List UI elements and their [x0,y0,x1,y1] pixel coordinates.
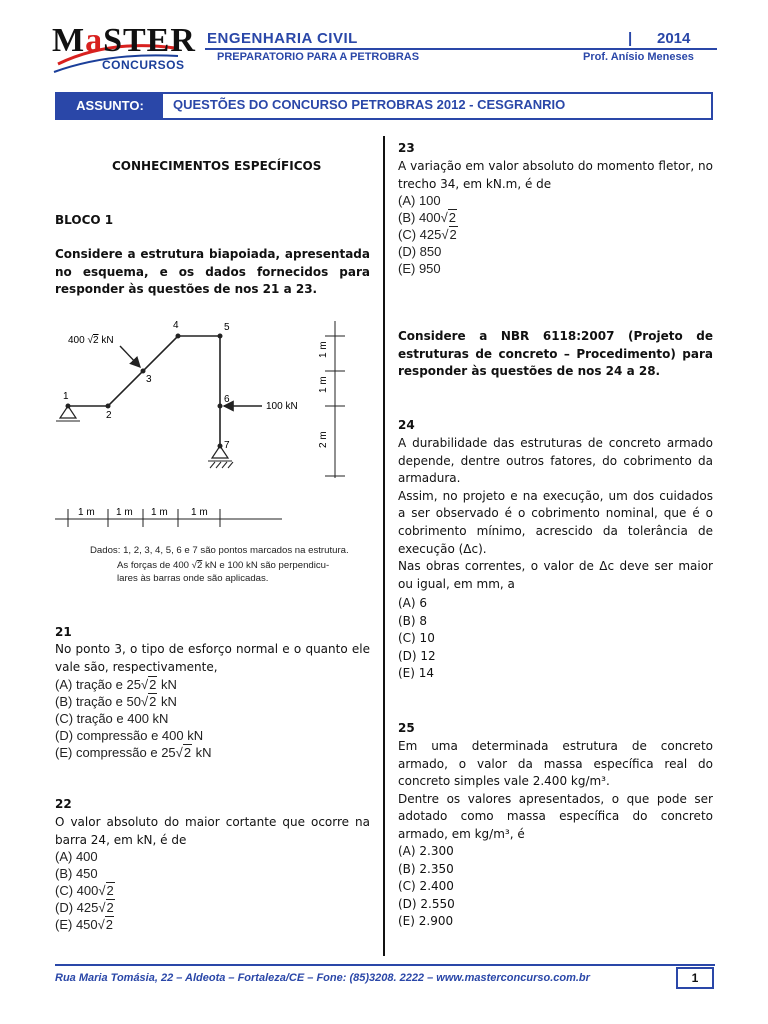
assunto-label: ASSUNTO: [57,94,163,118]
option-d[interactable]: (D) 12 [398,648,436,663]
svg-text:5: 5 [224,322,230,333]
column-divider [383,136,385,956]
svg-text:7: 7 [224,440,230,451]
assunto-text: QUESTÕES DO CONCURSO PETROBRAS 2012 - CESGRANRIO [173,97,566,112]
svg-text:1 m: 1 m [318,341,329,358]
option-a[interactable]: (A) 400 [55,849,98,864]
option-c[interactable]: (C) tração e 400 kN [55,711,169,726]
option-d[interactable]: (D) 2.550 [398,896,455,911]
header-separator: | [628,30,633,47]
option-a[interactable]: (A) 2.300 [398,844,454,858]
option-e[interactable]: (E) 2.900 [398,914,454,929]
svg-text:As forças de 400 √2 kN e 100 k: As forças de 400 √2 kN e 100 kN são perpendicu- [117,560,330,571]
bloco-title: BLOCO 1 [55,213,114,227]
structure-bars [68,336,220,446]
option-e[interactable]: (E) 450√2 [55,917,114,932]
svg-text:2: 2 [106,410,112,421]
question-21-number: 21 [55,625,72,639]
option-c[interactable]: (C) 2.400 [398,879,454,894]
svg-text:6: 6 [224,394,230,405]
load-arrow-icon [120,346,140,367]
option-c[interactable]: (C) 400√2 [55,883,114,898]
option-d[interactable]: (D) 850 [398,244,442,259]
logo-subtitle: CONCURSOS [102,58,185,72]
logo-wordmark: MaSTER [52,22,196,59]
option-b[interactable]: (B) 8 [398,613,428,628]
svg-text:1: 1 [63,391,69,402]
question-23-number: 23 [398,141,415,155]
option-c[interactable]: (C) 425√2 [398,227,457,242]
question-24-number: 24 [398,418,415,432]
option-e[interactable]: (E) 950 [398,261,441,276]
course-subtitle: PREPARATORIO PARA A PETROBRAS [217,51,420,63]
svg-text:Dados: 1, 2, 3, 4, 5, 6 e 7 sã: Dados: 1, 2, 3, 4, 5, 6 e 7 são pontos marcados na estrutura. [90,545,349,556]
nbr-intro: Considere a NBR 6118:2007 (Projeto de estruturas de concreto – Procedimento) para responder às questões de nos 24 a 28. [398,329,713,379]
option-d[interactable]: (D) 425√2 [55,900,114,915]
question-22-number: 22 [55,797,72,811]
option-e[interactable]: (E) 14 [398,666,435,681]
question-22-text: O valor absoluto do maior cortante que ocorre na barra 24, em kN, é de [55,815,370,847]
svg-text:1 m: 1 m [151,507,168,518]
vertical-dim-labels [318,341,329,448]
svg-text:3: 3 [146,374,152,385]
option-e[interactable]: (E) compressão e 25√2 kN [55,745,212,760]
question-25-number: 25 [398,721,415,735]
header-rule [205,48,717,50]
option-a[interactable]: (A) tração e 25√2 kN [55,677,177,692]
option-a[interactable]: (A) 100 [398,193,441,208]
option-b[interactable]: (B) 400√2 [398,210,457,225]
bloco-intro: Considere a estrutura biapoiada, apresentada no esquema, e os dados fornecidos para responder às questões de nos 21 a 23. [55,247,370,297]
question-24-options [398,595,708,683]
question-22-options [55,848,375,933]
structure-diagram [50,316,375,606]
option-d[interactable]: (D) compressão e 400 kN [55,728,204,743]
load-label-right: 100 kN [266,401,298,412]
option-b[interactable]: (B) tração e 50√2 kN [55,694,177,709]
header-year: 2014 [657,30,691,47]
svg-text:2 m: 2 m [318,431,329,448]
svg-text:1 m: 1 m [78,507,95,518]
question-24-text: A durabilidade das estruturas de concreto armado depende, dentre outros fatores, do cobrimento da armadura. Assim, no projeto e na execução, um dos cuidados a ser observado é o cobrimento nominal, que é o cobrimento mínimo, acrescido da tolerância de execução (Δc). Nas obras correntes, o valor de Δc deve ser maior ou igual, em mm, a [398,436,713,591]
course-title: ENGENHARIA CIVIL [207,30,358,47]
question-23-text: A variação em valor absoluto do momento fletor, no trecho 34, em kN.m, é de [398,159,713,191]
option-c[interactable]: (C) 10 [398,631,435,646]
question-23-options [398,192,708,277]
option-b[interactable]: (B) 450 [55,866,98,881]
figure-caption [90,545,349,584]
option-b[interactable]: (B) 2.350 [398,861,454,876]
option-a[interactable]: (A) 6 [398,596,428,610]
master-concursos-logo [50,22,196,74]
structure-nodes [66,334,223,449]
question-25-text: Em uma determinada estrutura de concreto armado, o valor da massa específica real do concreto simples vale 2.400 kg/m³. Dentre os valores apresentados, o que pode ser adotado como massa específica do concreto armado, em kg/m³, é [398,739,713,841]
page-number: 1 [676,967,714,989]
footer-rule [55,964,715,966]
svg-text:1 m: 1 m [116,507,133,518]
question-25-options [398,843,708,931]
question-21-options [55,676,375,761]
load-label: 400 √2 kN [68,335,114,346]
svg-text:1 m: 1 m [191,507,208,518]
footer-address: Rua Maria Tomásia, 22 – Aldeota – Fortaleza/CE – Fone: (85)3208. 2222 – www.masterconcurso.com.br [55,972,590,984]
svg-text:1 m: 1 m [318,376,329,393]
question-21-text: No ponto 3, o tipo de esforço normal e o quanto ele vale são, respectivamente, [55,642,370,674]
section-title: CONHECIMENTOS ESPECÍFICOS [112,159,322,173]
svg-text:4: 4 [173,320,179,331]
professor-name: Prof. Anísio Meneses [583,51,694,63]
svg-text:lares às barras onde são aplic: lares às barras onde são aplicadas. [117,573,269,584]
